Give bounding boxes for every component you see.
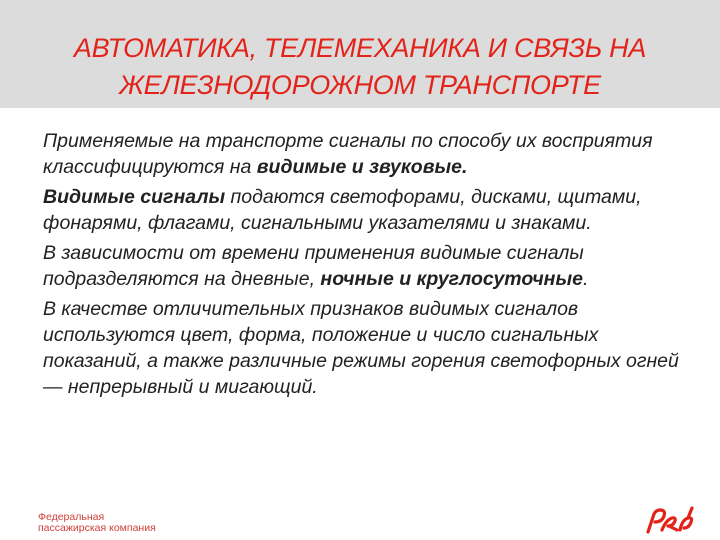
- company-name-line2: пассажирская компания: [38, 522, 156, 534]
- slide-title-line1: АВТОМАТИКА, ТЕЛЕМЕХАНИКА И СВЯЗЬ НА: [73, 33, 647, 63]
- paragraph-distinguishing-features: [43, 296, 693, 400]
- paragraph-text: В качестве отличительных признаков видимых сигналов используются цвет, форма, положение и число сигнальных показаний, а также различные режимы горения светофорных огней — непрерывный и мигающий.: [43, 298, 679, 398]
- paragraph-text: подаются светофорами, дисками, щитами, фонарями, флагами, сигнальными указателями и знаками.: [43, 186, 642, 234]
- paragraph-classification: [43, 128, 693, 180]
- paragraph-text: .: [582, 268, 589, 290]
- footer-company-name: [38, 512, 156, 534]
- paragraph-visible-signals: [43, 184, 693, 236]
- slide-title: [0, 30, 720, 104]
- emphasis-text: ночные и круглосуточные: [320, 268, 583, 290]
- paragraph-time-of-use: [43, 240, 693, 292]
- slide-header: [0, 0, 720, 108]
- slide-title-line2: ЖЕЛЕЗНОДОРОЖНОМ ТРАНСПОРТЕ: [119, 70, 601, 100]
- paragraph-text: Применяемые на транспорте сигналы по способу их восприятия классифицируются на: [43, 130, 653, 178]
- company-name-line1: Федеральная: [38, 511, 105, 523]
- emphasis-text: Видимые сигналы: [43, 186, 226, 208]
- paragraph-text: В зависимости от времени применения видимые сигналы подразделяются на дневные,: [43, 242, 584, 290]
- emphasis-text: видимые и звуковые.: [256, 156, 468, 178]
- rzd-logo-icon: [644, 506, 696, 534]
- slide-body: [43, 128, 693, 404]
